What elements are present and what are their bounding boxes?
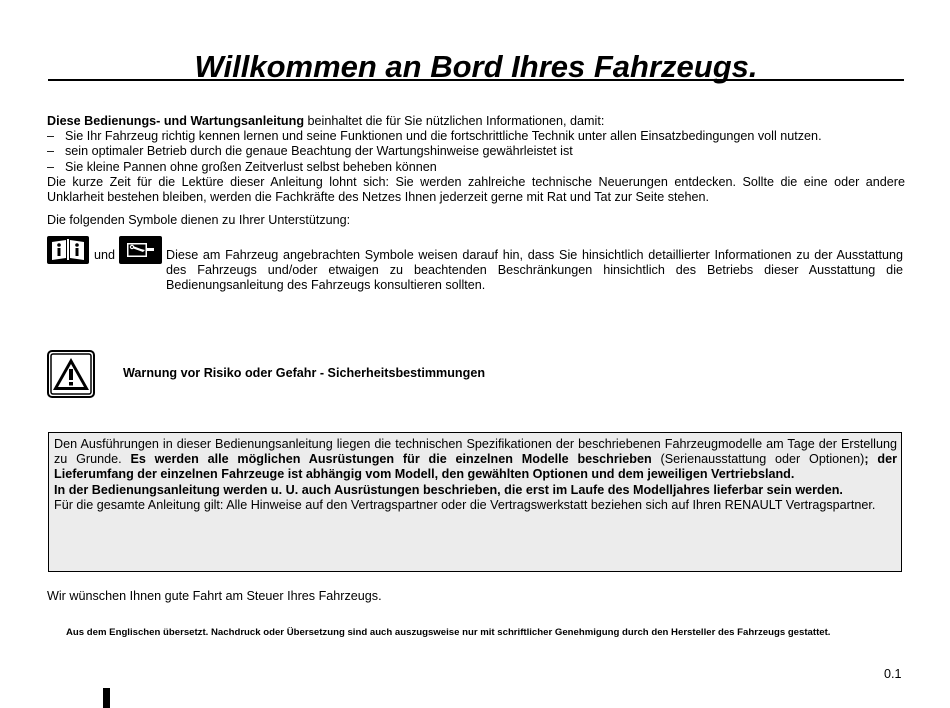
intro-lead: [47, 114, 905, 129]
notice-part: Den Ausführungen in dieser Bedienungsanleitung liegen die technischen Spezifikationen der beschriebenen Fahrzeugmodelle am Tage der Erstellung zu Grunde.: [54, 437, 897, 467]
symbols-connector: und: [94, 248, 116, 262]
bullet-marker: –: [47, 129, 55, 144]
warning-triangle-icon: [47, 350, 95, 398]
farewell-text: Wir wünschen Ihnen gute Fahrt am Steuer Ihres Fahrzeugs.: [47, 589, 382, 603]
title-underline: [48, 79, 904, 81]
intro-bullet: [47, 160, 905, 175]
symbols-description: Diese am Fahrzeug angebrachten Symbole weisen darauf hin, dass Sie hinsichtlich detaillierter Informationen zu der Ausstattung des Fahrzeugs und/oder etwaigen zu beachtenden Beschränkungen hinsichtlich des Betriebs dieser Ausstattung die Bedienungsanleitung des Fahrzeugs konsultieren sollten.: [166, 248, 903, 293]
notice-text: [49, 433, 901, 513]
intro-bullet: [47, 144, 905, 159]
intro-bullet: [47, 129, 905, 144]
intro-section: [47, 114, 905, 205]
notice-bold-part: Es werden alle möglichen Ausrüstungen für die einzelnen Modelle beschrieben: [130, 452, 652, 467]
bullet-marker: –: [47, 144, 55, 159]
bullet-marker: –: [47, 159, 55, 174]
notice-part: (Serienausstattung oder Optionen): [651, 452, 865, 467]
notice-bold-part: ; der Lieferumfang der einzelnen Fahrzeuge ist abhängig vom Modell, den gewählten Optionen und dem jeweiligen Vertriebsland.: [54, 452, 897, 482]
copyright-note: Aus dem Englischen übersetzt. Nachdruck oder Übersetzung sind auch auszugsweise nur mit schriftlicher Genehmigung durch den Hersteller des Fahrzeugs gestattet.: [66, 627, 831, 638]
notice-box: [48, 432, 902, 572]
bullet-text: Sie Ihr Fahrzeug richtig kennen lernen und seine Funktionen und die fortschrittliche Technik unter allen Einsatzbedingungen voll nutzen.: [65, 129, 822, 144]
page-title: Willkommen an Bord Ihres Fahrzeugs.: [194, 49, 758, 84]
edge-mark: [103, 688, 110, 708]
bullet-text: Sie kleine Pannen ohne großen Zeitverlust selbst beheben können: [65, 159, 437, 174]
intro-lead-bold: Diese Bedienungs- und Wartungsanleitung: [47, 114, 305, 128]
notice-part: Für die gesamte Anleitung gilt: Alle Hinweise auf den Vertragspartner oder die Vertragswerkstatt beziehen sich auf Ihren RENAULT Vertragspartner.: [54, 497, 876, 512]
symbols-intro: Die folgenden Symbole dienen zu Ihrer Unterstützung:: [47, 213, 351, 227]
intro-closing: Die kurze Zeit für die Lektüre dieser Anleitung lohnt sich: Sie werden zahlreiche technische Neuerungen entdecken. Sollte die eine oder andere Unklarheit bestehen bleiben, werden die Fachkräfte des Netzes Ihnen jederzeit gerne mit Rat und Tat zur Seite stehen.: [47, 174, 905, 205]
page-number: 0.1: [884, 667, 902, 681]
book-info-icon: [47, 236, 89, 264]
notice-bold-part: In der Bedienungsanleitung werden u. U. auch Ausrüstungen beschrieben, die erst im Laufe des Modelljahres lieferbar sein werden.: [54, 482, 843, 497]
intro-lead-rest: beinhaltet die für Sie nützlichen Informationen, damit:: [304, 114, 605, 128]
bullet-text: sein optimaler Betrieb durch die genaue Beachtung der Wartungshinweise gewährleistet ist: [65, 144, 573, 159]
wrench-icon: [119, 236, 162, 264]
warning-label: Warnung vor Risiko oder Gefahr - Sicherheitsbestimmungen: [123, 366, 486, 380]
